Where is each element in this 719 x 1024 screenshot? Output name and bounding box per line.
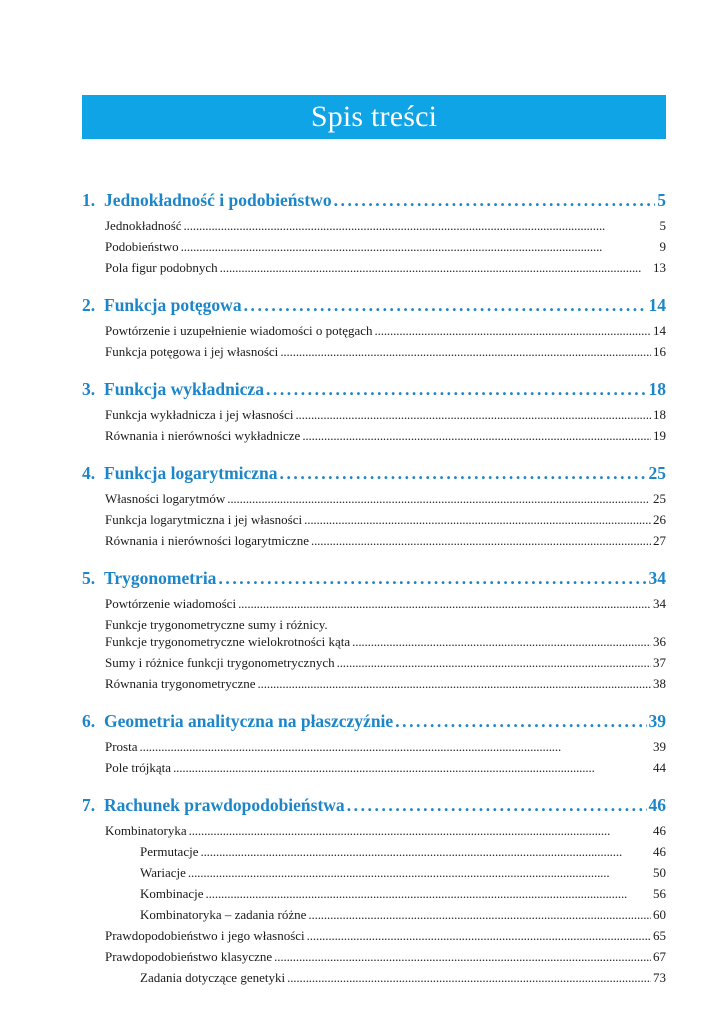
dot-leader [311,533,651,549]
entry-page: 19 [653,428,666,443]
chapter-label [82,295,242,316]
entry-label: Permutacje [140,844,199,859]
entry-label: Funkcje trygonometryczne wielokrotności kąta [105,634,351,649]
chapter-heading[interactable] [82,190,666,214]
toc-entry-multiline[interactable] [82,617,666,655]
toc-entry[interactable] [82,512,666,533]
entry-page: 27 [653,533,666,548]
chapter-page: 46 [648,795,666,815]
toc-entry[interactable] [82,260,666,281]
dot-leader [189,823,651,839]
chapter-number: 1. [82,190,96,210]
entry-page: 13 [653,260,666,275]
entry-label: Jednokładność [105,218,182,233]
dot-leader [218,568,646,589]
entry-label: Zadania dotyczące genetyki [140,970,286,985]
entry-label: Powtórzenie wiadomości [105,596,237,611]
dot-leader [308,907,651,923]
page-title: Spis treści [310,100,438,133]
dot-leader [188,865,651,881]
toc-entry[interactable] [82,739,666,760]
toc-entry[interactable] [82,428,666,449]
chapter-7 [82,795,666,991]
dot-leader [200,844,651,860]
chapter-number: 6. [82,711,96,731]
dot-leader [302,428,651,444]
entry-label: Funkcja logarytmiczna i jej własności [105,512,303,527]
entry-page: 26 [653,512,666,527]
chapter-title: Geometria analityczna na płaszczyźnie [104,711,394,731]
dot-leader [206,886,651,902]
dot-leader [375,323,651,339]
chapter-page: 14 [648,295,666,315]
chapter-label [82,190,332,211]
entry-label: Równania i nierówności wykładnicze [105,428,301,443]
dot-leader [173,760,651,776]
toc-entry[interactable] [82,928,666,949]
dot-leader [238,596,651,612]
dot-leader [334,190,656,211]
dot-leader [287,970,651,986]
toc-entry[interactable] [82,344,666,365]
chapter-3 [82,379,666,449]
chapter-number: 3. [82,379,96,399]
chapter-page: 25 [648,463,666,483]
chapter-label [82,379,264,400]
entry-page: 9 [659,239,666,254]
toc-entry[interactable] [82,886,666,907]
dot-leader [258,676,651,692]
entry-page: 44 [653,760,666,775]
entry-page: 38 [653,676,666,691]
chapter-title: Funkcja wykładnicza [104,379,264,399]
dot-leader [181,239,658,255]
dot-leader [295,407,651,423]
table-of-contents [82,190,666,1005]
chapter-title: Funkcja potęgowa [104,295,242,315]
chapter-heading[interactable] [82,463,666,487]
entry-label: Funkcja wykładnicza i jej własności [105,407,294,422]
chapter-heading[interactable] [82,295,666,319]
dot-leader [140,739,652,755]
entry-page: 65 [653,928,666,943]
entry-label: Kombinatoryka [105,823,187,838]
entry-label: Powtórzenie i uzupełnienie wiadomości o potęgach [105,323,373,338]
entry-page: 67 [653,949,666,964]
entry-page: 18 [653,407,666,422]
toc-entry[interactable] [82,676,666,697]
chapter-6 [82,711,666,781]
entry-label: Pole trójkąta [105,760,172,775]
dot-leader [244,295,647,316]
chapter-1 [82,190,666,281]
entry-label: Prawdopodobieństwo i jego własności [105,928,305,943]
entry-label: Równania i nierówności logarytmiczne [105,533,309,548]
dot-leader [347,795,647,816]
entry-page: 73 [653,970,666,985]
dot-leader [395,711,646,732]
entry-label: Wariacje [140,865,186,880]
chapter-number: 2. [82,295,96,315]
entry-page: 50 [653,865,666,880]
toc-entry[interactable] [82,655,666,676]
toc-entry[interactable] [82,218,666,239]
entry-page: 14 [653,323,666,338]
toc-entry[interactable] [82,323,666,344]
dot-leader [227,491,651,507]
entry-page: 34 [653,596,666,611]
entry-label-line1: Funkcje trygonometryczne sumy i różnicy. [105,617,328,632]
entry-page: 56 [653,886,666,901]
entry-label: Prosta [105,739,138,754]
toc-entry[interactable] [82,239,666,260]
chapter-label [82,795,345,816]
entry-line2 [105,634,666,655]
entry-page: 46 [653,844,666,859]
chapter-title: Rachunek prawdopodobieństwa [104,795,345,815]
chapter-heading[interactable] [82,379,666,403]
chapter-page: 39 [648,711,666,731]
chapter-title: Funkcja logarytmiczna [104,463,278,483]
toc-entry[interactable] [82,865,666,886]
chapter-5 [82,568,666,697]
toc-entry[interactable] [82,533,666,554]
chapter-heading[interactable] [82,568,666,592]
chapter-label [82,463,278,484]
chapter-heading[interactable] [82,795,666,819]
dot-leader [266,379,647,400]
toc-entry[interactable] [82,949,666,970]
entry-page: 46 [653,823,666,838]
toc-entry[interactable] [82,970,666,991]
dot-leader [337,655,651,671]
chapter-number: 7. [82,795,96,815]
entry-page: 37 [653,655,666,670]
entry-page: 5 [659,218,666,233]
dot-leader [274,949,651,965]
chapter-title: Trygonometria [104,568,217,588]
entry-label: Kombinatoryka – zadania różne [140,907,307,922]
entry-page: 60 [653,907,666,922]
entry-label: Własności logarytmów [105,491,226,506]
entry-label: Podobieństwo [105,239,179,254]
toc-entry[interactable] [82,407,666,428]
toc-entry[interactable] [82,596,666,617]
dot-leader [352,634,651,650]
chapter-2 [82,295,666,365]
entry-page: 39 [653,739,666,754]
dot-leader [280,463,647,484]
entry-label: Prawdopodobieństwo klasyczne [105,949,273,964]
chapter-page: 5 [657,190,666,210]
dot-leader [280,344,651,360]
entry-label: Funkcja potęgowa i jej własności [105,344,279,359]
chapter-number: 5. [82,568,96,588]
dot-leader [304,512,651,528]
entry-page: 36 [653,634,666,649]
chapter-label [82,711,393,732]
title-banner [82,95,666,139]
entry-label: Sumy i różnice funkcji trygonometrycznych [105,655,335,670]
dot-leader [184,218,658,234]
entry-label: Kombinacje [140,886,204,901]
chapter-heading[interactable] [82,711,666,735]
chapter-label [82,568,216,589]
toc-entry[interactable] [82,760,666,781]
chapter-4 [82,463,666,554]
toc-entry[interactable] [82,491,666,512]
toc-entry[interactable] [82,907,666,928]
toc-entry[interactable] [82,844,666,865]
toc-entry[interactable] [82,823,666,844]
chapter-number: 4. [82,463,96,483]
entry-label: Równania trygonometryczne [105,676,256,691]
entry-label: Pola figur podobnych [105,260,218,275]
entry-page: 25 [653,491,666,506]
dot-leader [307,928,651,944]
chapter-page: 18 [648,379,666,399]
chapter-title: Jednokładność i podobieństwo [104,190,332,210]
entry-page: 16 [653,344,666,359]
chapter-page: 34 [648,568,666,588]
dot-leader [220,260,651,276]
